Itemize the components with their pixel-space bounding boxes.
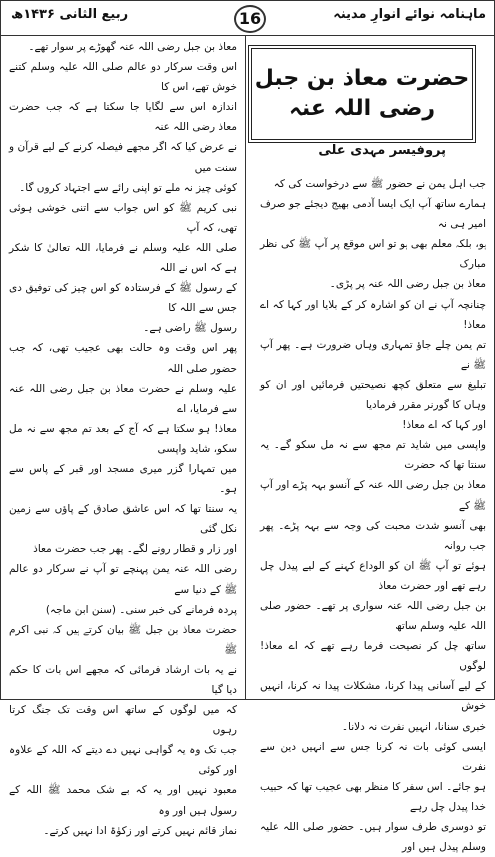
text-line: ہوئے تو آپ ﷺ ان کو الوداع کہنے کے لیے پیدل چل رہے تھے اور حضرت معاذ bbox=[260, 559, 486, 592]
text-line: واپسی میں شاید تم مجھ سے نہ مل سکو گے۔ یہ سنتا تھا کہ حضرت bbox=[260, 439, 486, 472]
right-column-text bbox=[260, 174, 486, 857]
text-line: معاذ بن جبل رضی اللہ عنہ کے آنسو بہہ پڑے اور آپ ﷺ کے bbox=[260, 479, 486, 512]
article-title: حضرت معاذ بن جبل رضی اللہ عنہ bbox=[248, 45, 476, 143]
text-line: کہ میں لوگوں کے ساتھ اس وقت تک جنگ کرتا رہوں bbox=[9, 704, 237, 737]
text-line: چنانچہ آپ نے ان کو اشارہ کر کے بلایا اور کہا کہ اے معاذ! bbox=[260, 298, 486, 331]
text-line: صلی اللہ علیہ وسلم نے فرمایا، اللہ تعالیٰ کا شکر ہے کہ اس نے اللہ bbox=[9, 241, 237, 275]
text-line: حضرت معاذ بن جبل ﷺ بیان کرتے ہیں کہ نبی اکرم ﷺ bbox=[9, 623, 237, 656]
magazine-name: ماہنامہ نوائے انوارِ مدینہ bbox=[333, 7, 486, 22]
page-number: 16 bbox=[234, 5, 266, 33]
text-line: معبود نہیں اور یہ کہ بے شک محمد ﷺ اللہ کے رسول ہیں اور وہ bbox=[9, 784, 237, 817]
right-column bbox=[254, 35, 486, 854]
text-line: جب تک وہ یہ گواہی نہیں دے دیتے کہ اللہ کے علاوہ اور کوئی bbox=[9, 744, 237, 777]
text-line: ساتھ چل کر نصیحت فرما رہے تھے کہ اے معاذ! لوگوں bbox=[260, 640, 486, 673]
text-line: کے لیے آسانی پیدا کرنا، مشکلات پیدا نہ کرنا، انہیں خوش bbox=[260, 680, 486, 713]
text-line: یہ سنتا تھا کہ اس عاشق صادق کے پاؤں سے زمین نکل گئی bbox=[9, 503, 237, 536]
text-line: رسول ﷺ راضی ہے۔ bbox=[143, 322, 237, 335]
article-author: پروفیسر مہدی علی bbox=[318, 143, 446, 158]
text-line: اس وقت سرکار دو عالم صلی اللہ علیہ وسلم کتنے خوش تھے، اس کا bbox=[9, 61, 237, 94]
text-line: پردہ فرمانے کی خبر سنی۔ (سنن ابن ماجہ) bbox=[45, 603, 237, 616]
text-line: پھر اس وقت وہ حالت بھی عجیب تھی، کہ جب حضور صلی اللہ bbox=[9, 342, 237, 375]
text-line: کوئی چیز نہ ملے تو اپنی رائے سے اجتہاد کروں گا۔ bbox=[19, 181, 237, 194]
text-line: نے عرض کیا کہ اگر مجھے فیصلہ کرنے کے لیے قرآن و سنت میں bbox=[9, 141, 237, 174]
text-line: جب اہل یمن نے حضور ﷺ سے درخواست کی کہ bbox=[273, 178, 486, 190]
left-column bbox=[9, 37, 237, 837]
text-line: تو دوسری طرف سوار ہیں۔ حضور صلی اللہ علیہ وسلم پیدل ہیں اور bbox=[260, 821, 486, 854]
text-line: معاذ بن جبل رضی اللہ عنہ گھوڑے پر سوار تھے۔ bbox=[28, 41, 237, 53]
text-line: رضی اللہ عنہ یمن پہنچے تو آپ نے سرکار دو عالم ﷺ کے دنیا سے bbox=[9, 563, 237, 596]
text-line: بن جبل رضی اللہ عنہ سواری پر تھے۔ حضور صلی اللہ علیہ وسلم ساتھ bbox=[260, 599, 486, 633]
text-line: نبی کریم ﷺ کو اس جواب سے اتنی خوشی ہوئی تھی، کہ آپ bbox=[9, 201, 237, 234]
text-line: معاذ! ہو سکتا ہے کہ آج کے بعد تم مجھ سے نہ مل سکو، شاید واپسی bbox=[9, 422, 237, 455]
text-line: ایسی کوئی بات نہ کرنا جس سے انہیں دین سے نفرت bbox=[260, 740, 486, 773]
text-line: کے رسول ﷺ کے فرستادہ کو اس چیز کی توفیق دی جس سے اللہ کا bbox=[9, 282, 237, 315]
text-line: علیہ وسلم نے حضرت معاذ بن جبل رضی اللہ عنہ سے فرمایا، اے bbox=[9, 382, 237, 415]
text-line: اور زار و قطار رونے لگے۔ پھر جب حضرت معاذ bbox=[33, 543, 237, 556]
text-line: اور کہا کہ اے معاذ! bbox=[402, 419, 486, 432]
text-line: ہو جائے۔ اس سفر کا منظر بھی عجیب تھا کہ حبیب خدا پیدل چل رہے bbox=[260, 780, 486, 813]
text-line: تبلیغ سے متعلق کچھ نصیحتیں فرمائیں اور ان کو وہاں کا گورنر مقرر فرمادیا bbox=[260, 378, 486, 412]
text-line: ہو، بلکہ معلم بھی ہو تو اس موقع پر آپ ﷺ کی نظر مبارک bbox=[260, 238, 486, 271]
text-line: اندازہ اس سے لگایا جا سکتا ہے کہ جب حضرت معاذ رضی اللہ عنہ bbox=[9, 101, 237, 134]
text-line: تم یمن چلے جاؤ تمہاری وہاں ضرورت ہے۔ پھر آپ ﷺ نے bbox=[260, 338, 486, 371]
page-header bbox=[1, 1, 494, 36]
text-line: ہمارے ساتھ آپ ایک ایسا آدمی بھیج دیجئے جو صرف امیر ہی نہ bbox=[260, 198, 486, 231]
issue-date: ربیع الثانی ۱۴۳۶ھ bbox=[11, 7, 129, 22]
column-divider bbox=[245, 35, 246, 699]
text-line: نے یہ بات ارشاد فرمائی کہ مجھے اس بات کا حکم دیا گیا bbox=[9, 663, 237, 696]
text-line: خبری سنانا، انہیں نفرت نہ دلانا۔ bbox=[341, 720, 486, 733]
text-line: نماز قائم نہیں کرتے اور زکوٰۃ ادا نہیں کرتے۔ bbox=[43, 824, 237, 837]
text-line: معاذ بن جبل رضی اللہ عنہ پر پڑی۔ bbox=[329, 278, 486, 291]
text-line: میں تمہارا گزر میری مسجد اور قبر کے پاس سے ہو۔ bbox=[9, 462, 237, 496]
text-line: بھی آنسو شدت محبت کی وجہ سے بہہ پڑے۔ پھر جب روانہ bbox=[260, 519, 486, 552]
